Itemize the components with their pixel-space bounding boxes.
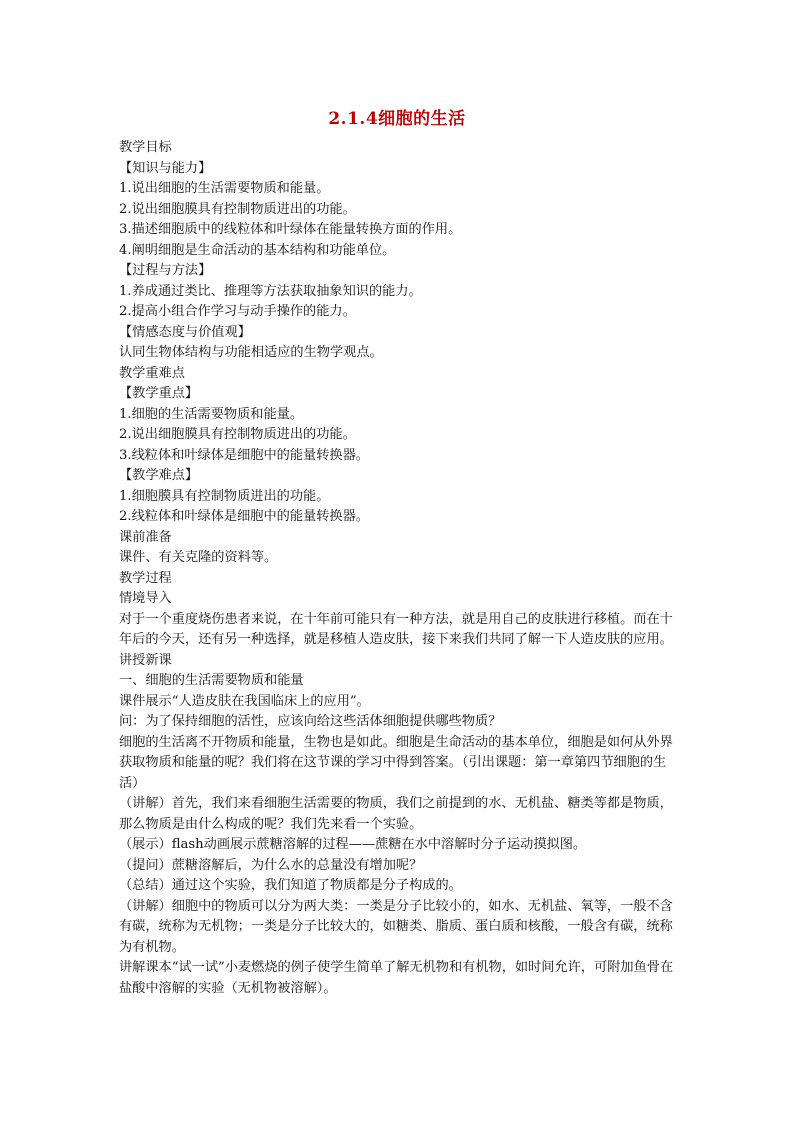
subheading-focus: 【教学重点】 [119, 386, 199, 401]
paragraph: （提问）蔗糖溶解后，为什么水的总量没有增加呢？ [119, 857, 423, 873]
list-item: 2.说出细胞膜具有控制物质进出的功能。 [119, 427, 356, 442]
list-item: 2.提高小组合作学习与动手操作的能力。 [119, 304, 356, 319]
paragraph: 细胞的生活离不开物质和能量，生物也是如此。细胞是生命活动的基本单位，细胞是如何从外界获取物质和能量的呢？我们将在这节课的学习中得到答案。（引出课题：第一章第四节细胞的生活） [119, 734, 673, 791]
subheading-new-lesson: 讲授新课 [119, 652, 172, 668]
list-item: 1.细胞的生活需要物质和能量。 [119, 406, 304, 422]
list-item: 1.养成通过类比、推理等方法获取抽象知识的能力。 [119, 283, 422, 299]
paragraph: （展示）flash动画展示蔗糖溶解的过程——蔗糖在水中溶解时分子运动摸拟图。 [119, 837, 587, 852]
subheading-attitude: 【情感态度与价值观】 [119, 324, 251, 340]
subheading-knowledge: 【知识与能力】 [119, 160, 212, 176]
document-title: 2.1.4细胞的生活 [328, 109, 466, 129]
subheading-intro: 情境导入 [119, 591, 172, 606]
paragraph: 课件、有关克隆的资料等。 [119, 550, 278, 565]
document-body [119, 138, 679, 999]
paragraph: （讲解）细胞中的物质可以分为两大类：一类是分子比较小的，如水、无机盐、氧等，一般不含有碳，统称为无机物；一类是分子比较大的，如糖类、脂质、蛋白质和核酸，一般含有碳，统称为有机物。 [119, 898, 673, 955]
paragraph: 对于一个重度烧伤患者来说，在十年前可能只有一种方法，就是用自己的皮肤进行移植。而在十年后的今天，还有另一种选择，就是移植人造皮肤，接下来我们共同了解一下人造皮肤的应用。 [119, 611, 673, 647]
paragraph: 认同生物体结构与功能相适应的生物学观点。 [119, 345, 383, 360]
section-heading-goals: 教学目标 [119, 140, 172, 155]
list-item: 4.阐明细胞是生命活动的基本结构和功能单位。 [119, 242, 396, 258]
section-heading-preparation: 课前准备 [119, 529, 172, 545]
list-item: 1.细胞膜具有控制物质进出的功能。 [119, 488, 330, 504]
section-heading-process: 教学过程 [119, 570, 172, 586]
list-item: 3.线粒体和叶绿体是细胞中的能量转换器。 [119, 447, 369, 463]
paragraph: （总结）通过这个实验，我们知道了物质都是分子构成的。 [119, 878, 462, 893]
list-item: 2.线粒体和叶绿体是细胞中的能量转换器。 [119, 509, 369, 524]
paragraph: 课件展示“人造皮肤在我国临床上的应用”。 [119, 693, 370, 709]
section-heading-key-points: 教学重难点 [119, 365, 185, 381]
list-item: 3.描述细胞质中的线粒体和叶绿体在能量转换方面的作用。 [119, 222, 462, 237]
paragraph: 问：为了保持细胞的活性，应该向给这些活体细胞提供哪些物质？ [119, 714, 502, 729]
paragraph: 讲解课本“试一试”小麦燃烧的例子使学生简单了解无机物和有机物，如时间允许，可附加鱼骨在盐酸中溶解的实验（无机物被溶解）。 [119, 960, 674, 996]
subheading-part-one: 一、细胞的生活需要物质和能量 [119, 673, 304, 688]
list-item: 2.说出细胞膜具有控制物质进出的功能。 [119, 201, 356, 217]
subheading-difficulty: 【教学难点】 [119, 468, 199, 483]
list-item: 1.说出细胞的生活需要物质和能量。 [119, 181, 330, 196]
paragraph: （讲解）首先，我们来看细胞生活需要的物质，我们之前提到的水、无机盐、糖类等都是物质，那么物质是由什么构成的呢？我们先来看一个实验。 [119, 796, 673, 832]
subheading-process: 【过程与方法】 [119, 263, 212, 278]
